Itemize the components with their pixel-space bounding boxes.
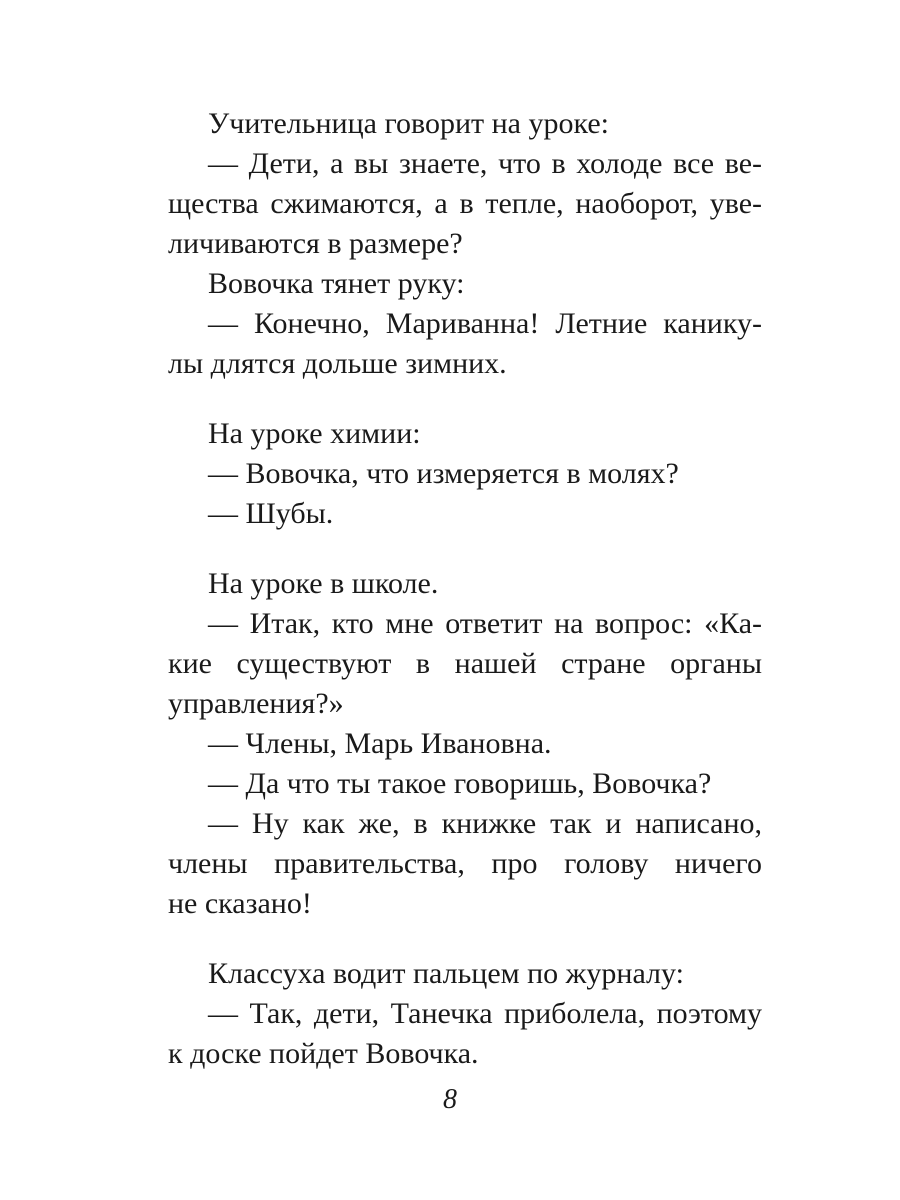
joke-1-line-3: щества сжимаются, а в тепле, наоборот, уве- <box>168 187 762 220</box>
joke-3-line-8: члены правительства, про голову ничего <box>168 847 762 880</box>
joke-1-line-6: — Конечно, Мариванна! Летние канику- <box>208 307 762 340</box>
joke-3-line-2: — Итак, кто мне ответит на вопрос: «Ка- <box>208 607 762 640</box>
joke-2-line-3: — Шубы. <box>208 497 334 530</box>
joke-1-line-4: личиваются в размере? <box>168 227 463 260</box>
joke-3-line-7: — Ну как же, в книжке так и написано, <box>208 807 762 840</box>
joke-4-line-3: к доске пойдет Вовочка. <box>168 1037 479 1070</box>
joke-3-line-4: управления?» <box>168 687 344 720</box>
joke-1-line-2: — Дети, а вы знаете, что в холоде все ве- <box>208 147 762 180</box>
joke-3-line-5: — Члены, Марь Ивановна. <box>208 727 552 760</box>
joke-1-line-1: Учительница говорит на уроке: <box>208 107 609 140</box>
joke-3-line-9: не сказано! <box>168 887 312 920</box>
joke-2-line-1: На уроке химии: <box>208 417 421 450</box>
joke-1-line-5: Вовочка тянет руку: <box>208 267 465 300</box>
joke-3-line-3: кие существуют в нашей стране органы <box>168 647 762 680</box>
joke-2-line-2: — Вовочка, что измеряется в молях? <box>208 457 679 490</box>
joke-4-line-2: — Так, дети, Танечка приболела, поэтому <box>208 997 762 1030</box>
joke-3-line-6: — Да что ты такое говоришь, Вовочка? <box>208 767 712 800</box>
page-number: 8 <box>443 1084 457 1115</box>
joke-4-line-1: Классуха водит пальцем по журналу: <box>208 957 684 990</box>
joke-3-line-1: На уроке в школе. <box>208 567 439 600</box>
joke-1-line-7: лы длятся дольше зимних. <box>168 347 507 380</box>
